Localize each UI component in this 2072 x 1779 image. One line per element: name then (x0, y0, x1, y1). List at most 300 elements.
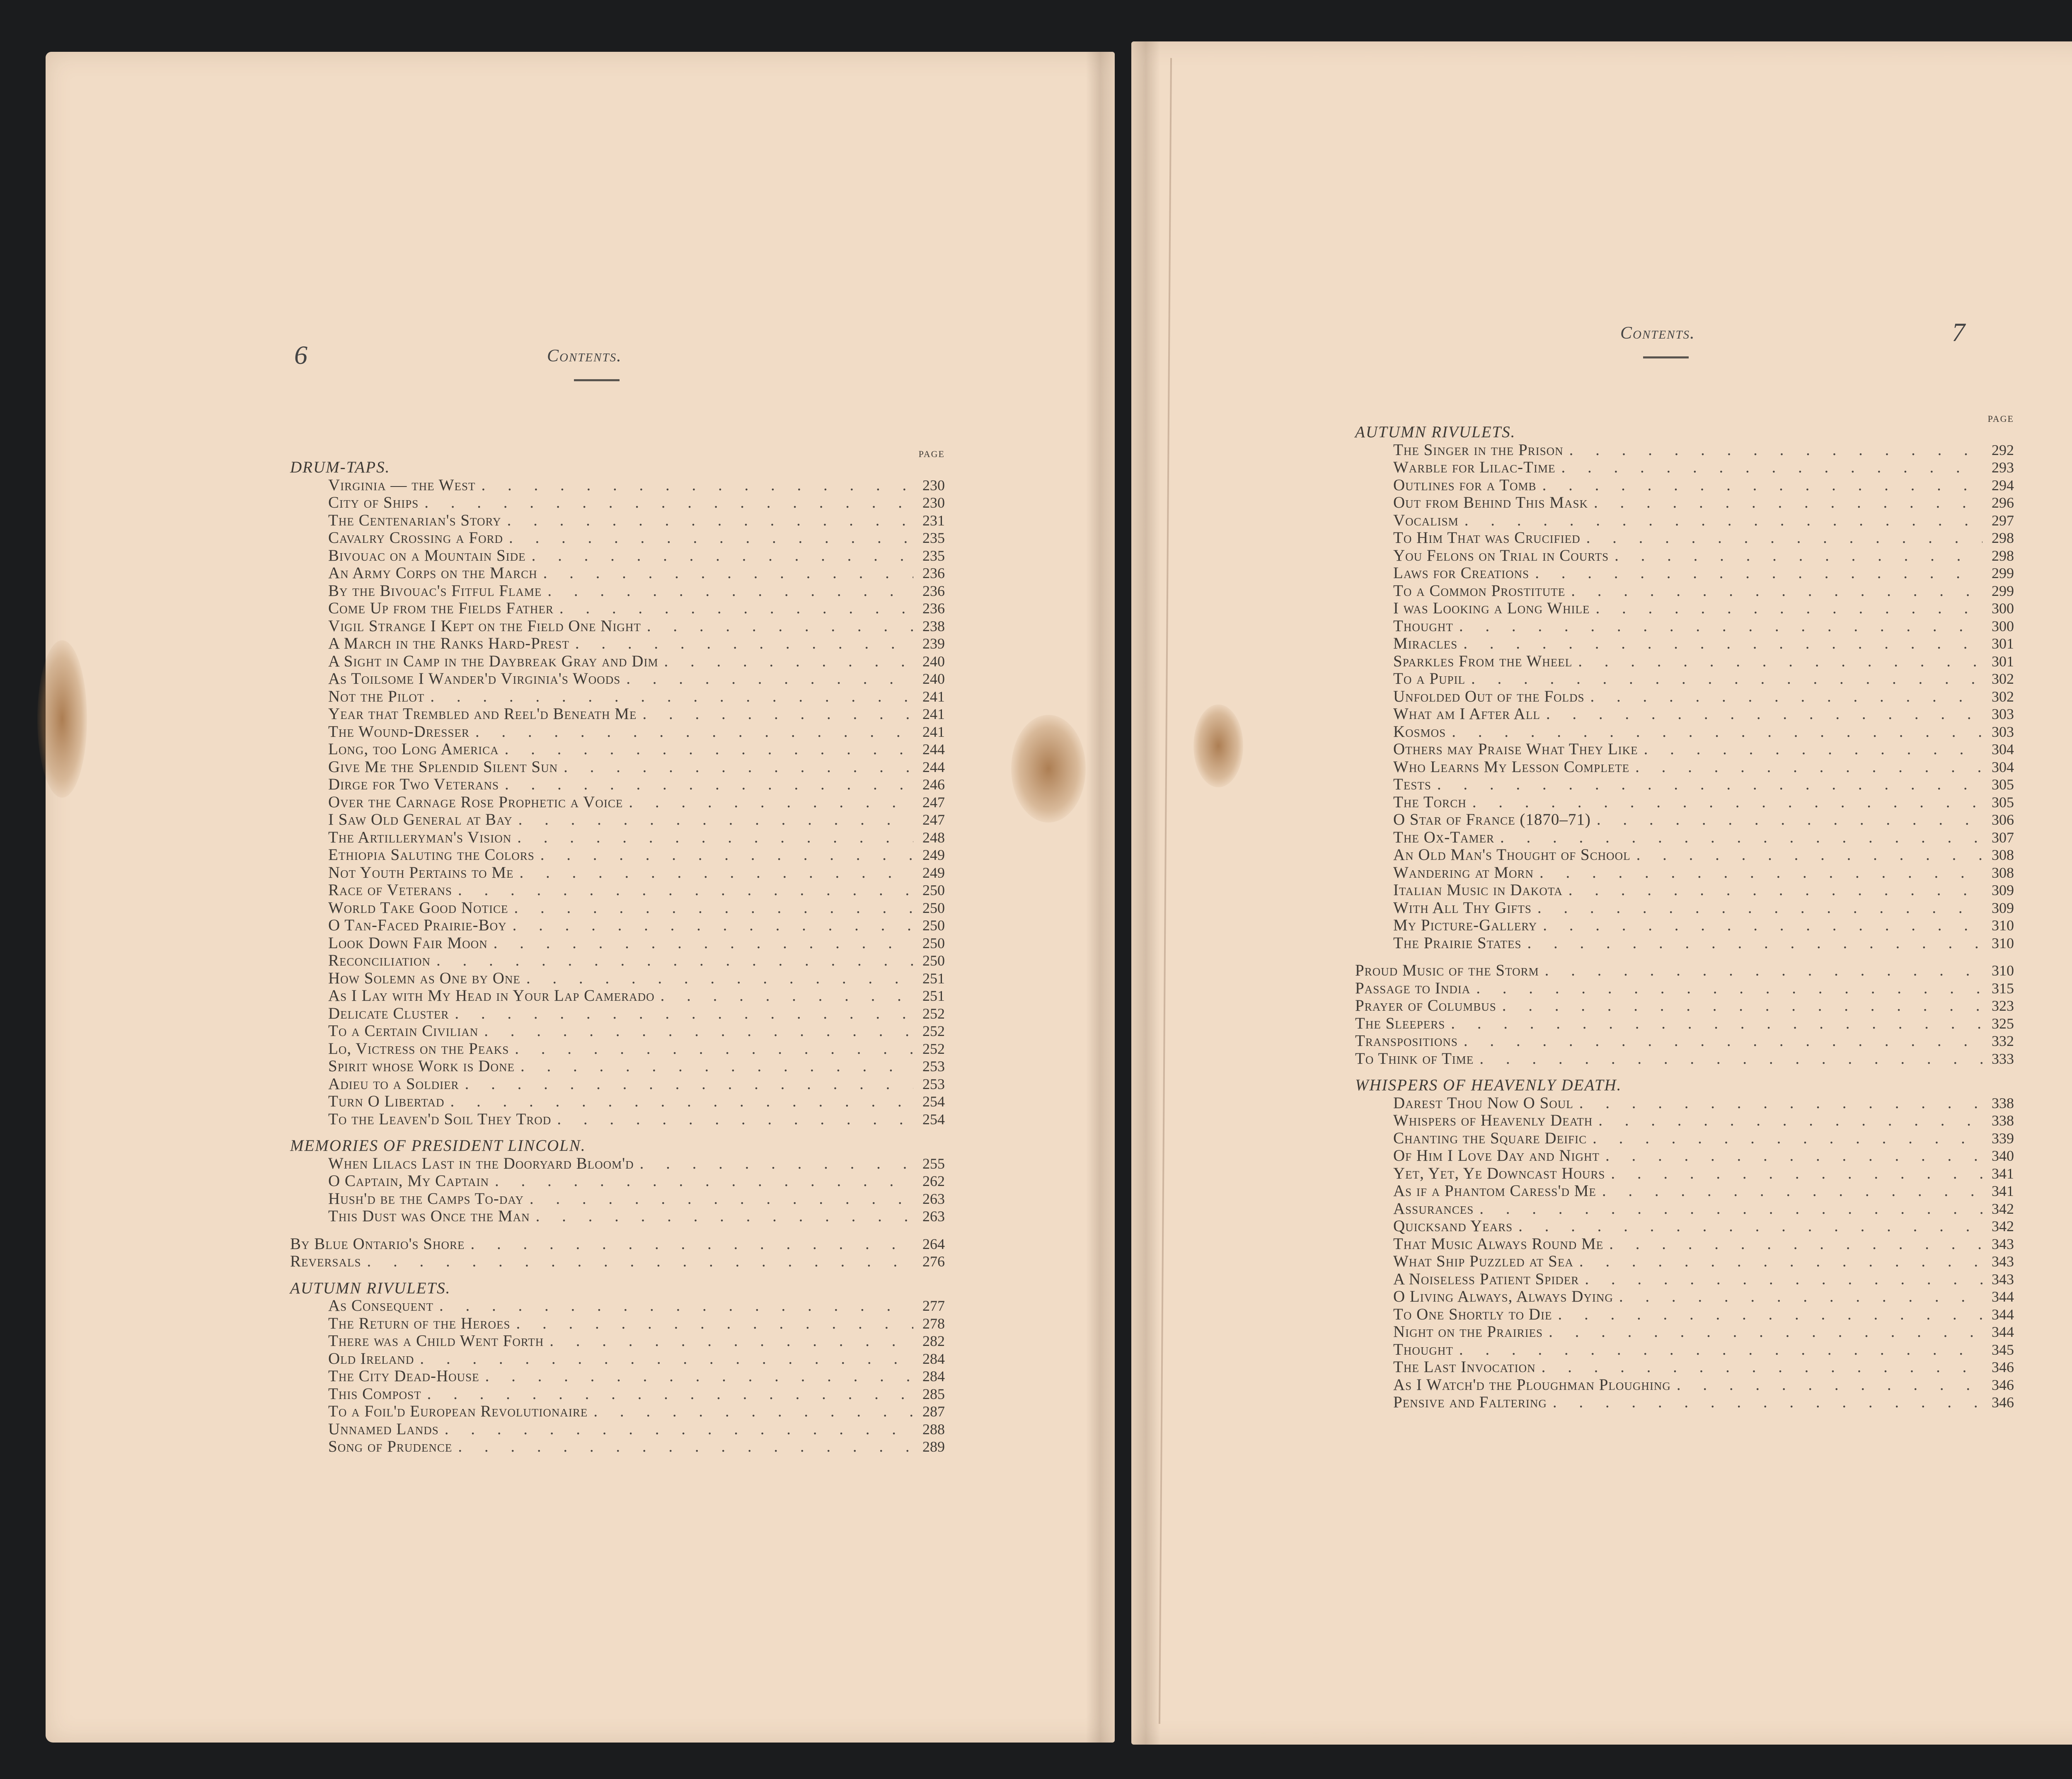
dot-leader (664, 653, 913, 670)
entry-page-number: 251 (922, 970, 945, 987)
dot-leader (1558, 1306, 1982, 1324)
entry-page-number: 339 (1992, 1130, 2014, 1147)
toc-entry (1355, 846, 2014, 864)
toc-entry (290, 758, 945, 776)
entry-title: The Prairie States (1393, 934, 1522, 952)
toc-entry (290, 1005, 945, 1023)
entry-title: Darest Thou Now O Soul (1393, 1094, 1573, 1112)
entry-page-number: 240 (922, 670, 945, 687)
standalone-entries (290, 1235, 945, 1271)
entry-page-number: 252 (922, 1005, 945, 1022)
entry-page-number: 241 (922, 706, 945, 722)
section-title: AUTUMN RIVULETS. (1355, 423, 1516, 441)
dot-leader (424, 494, 913, 512)
toc-entry (290, 970, 945, 988)
dot-leader (1542, 477, 1982, 494)
dot-leader (507, 512, 913, 530)
entry-page-number: 309 (1992, 899, 2014, 916)
dot-leader (1593, 1130, 1982, 1147)
entry-page-number: 346 (1992, 1359, 2014, 1375)
section-entries (1355, 1094, 2014, 1411)
entry-title: Whispers of Heavenly Death (1393, 1111, 1593, 1129)
toc-entry (1355, 600, 2014, 617)
toc-entry (290, 864, 945, 882)
dot-leader (1500, 829, 1982, 847)
entry-title: Sparkles From the Wheel (1393, 652, 1573, 670)
dot-leader (629, 794, 913, 811)
entry-page-number: 239 (922, 635, 945, 652)
dot-leader (1545, 962, 1982, 980)
section-title: DRUM-TAPS. (290, 458, 390, 476)
entry-page-number: 343 (1992, 1235, 2014, 1252)
dot-leader (515, 1040, 913, 1058)
toc-entry (290, 723, 945, 741)
dot-leader (445, 1421, 913, 1438)
entry-title: Miracles (1393, 634, 1458, 652)
entry-page-number: 332 (1992, 1033, 2014, 1049)
entry-title: Warble for Lilac-Time (1393, 458, 1556, 476)
entry-title: Over the Carnage Rose Prophetic a Voice (328, 793, 623, 811)
entry-page-number: 338 (1992, 1112, 2014, 1129)
toc-entry (290, 653, 945, 670)
entry-title: To One Shortly to Die (1393, 1305, 1552, 1323)
section-entries (1355, 441, 2014, 952)
toc-entry (1355, 997, 2014, 1015)
dot-leader (1543, 917, 1982, 934)
entry-page-number: 254 (922, 1111, 945, 1128)
toc-entry (290, 1190, 945, 1208)
entry-page-number: 310 (1992, 917, 2014, 934)
dot-leader (1595, 600, 1982, 617)
entry-page-number: 297 (1992, 512, 2014, 529)
dot-leader (564, 758, 913, 776)
toc-entry (290, 1075, 945, 1093)
entry-page-number: 305 (1992, 794, 2014, 811)
entry-page-number: 301 (1992, 653, 2014, 670)
dot-leader (1535, 564, 1982, 582)
toc-entry (290, 600, 945, 617)
dot-leader (1611, 1165, 1982, 1183)
toc-entry (1355, 547, 2014, 565)
entry-page-number: 333 (1992, 1050, 2014, 1067)
toc-entry (1355, 741, 2014, 758)
entry-page-number: 244 (922, 741, 945, 758)
dot-leader (526, 970, 913, 988)
toc-entry (290, 1111, 945, 1128)
entry-title: Lo, Victress on the Peaks (328, 1039, 509, 1058)
toc-entry (1355, 459, 2014, 477)
entry-page-number: 298 (1992, 530, 2014, 546)
entry-page-number: 246 (922, 776, 945, 793)
dot-leader (1546, 705, 1982, 723)
toc-entry (1355, 1182, 2014, 1200)
toc-entry (290, 1385, 945, 1403)
entry-title: Reconciliation (328, 951, 431, 969)
entry-title: Quicksand Years (1393, 1217, 1513, 1235)
entry-page-number: 346 (1992, 1394, 2014, 1411)
dot-leader (475, 723, 913, 741)
entry-page-number: 284 (922, 1350, 945, 1367)
entry-title: City of Ships (328, 494, 419, 511)
entry-page-number: 241 (922, 723, 945, 740)
dot-leader (458, 1438, 913, 1456)
right-page (1131, 41, 2072, 1745)
entry-title: Virginia — the West (328, 476, 476, 494)
running-head: Contents. (1620, 324, 1695, 343)
dot-leader (1476, 980, 1982, 997)
entry-page-number: 240 (922, 653, 945, 670)
entry-title: As if a Phantom Caress'd Me (1393, 1182, 1596, 1200)
dot-leader (593, 1403, 913, 1421)
toc-entry (1355, 441, 2014, 459)
dot-leader (540, 846, 913, 864)
entry-title: O Living Always, Always Dying (1393, 1288, 1613, 1305)
dot-leader (1594, 494, 1982, 512)
entry-page-number: 308 (1992, 847, 2014, 863)
dot-leader (1609, 1235, 1982, 1253)
entry-page-number: 250 (922, 917, 945, 934)
entry-page-number: 299 (1992, 565, 2014, 581)
entry-page-number: 296 (1992, 494, 2014, 511)
dot-leader (1472, 794, 1982, 811)
entry-page-number: 341 (1992, 1183, 2014, 1199)
entry-page-number: 263 (922, 1208, 945, 1225)
toc-entry (290, 617, 945, 635)
entry-page-number: 241 (922, 688, 945, 705)
page-fold-line (1159, 58, 1172, 1724)
toc-entry (290, 829, 945, 847)
entry-title: The City Dead-House (328, 1367, 479, 1385)
toc-entry (290, 811, 945, 829)
entry-title: Of Him I Love Day and Night (1393, 1147, 1600, 1164)
stain-left-edge (37, 640, 87, 798)
dot-leader (367, 1253, 913, 1271)
dot-leader (557, 1111, 913, 1128)
entry-title: To a Common Prostitute (1393, 581, 1566, 600)
entry-title: World Take Good Notice (328, 898, 508, 917)
entry-title: The Wound-Dresser (328, 722, 470, 741)
toc-entry (290, 477, 945, 494)
toc-entry (1355, 1050, 2014, 1068)
dot-leader (1537, 899, 1982, 917)
entry-page-number: 250 (922, 952, 945, 969)
dot-leader (575, 635, 913, 653)
dot-leader (505, 776, 913, 794)
entry-title: How Solemn as One by One (328, 969, 520, 987)
entry-page-number: 344 (1992, 1324, 2014, 1340)
entry-title: Reversals (290, 1252, 361, 1270)
toc-entry (290, 1022, 945, 1040)
toc-entry (290, 1235, 945, 1253)
dot-leader (1579, 1094, 1982, 1112)
entry-page-number: 308 (1992, 864, 2014, 881)
entry-page-number: 344 (1992, 1288, 2014, 1305)
entry-title: The Artilleryman's Vision (328, 828, 512, 846)
toc-entry (1355, 653, 2014, 670)
entry-title: Vigil Strange I Kept on the Field One Night (328, 617, 641, 635)
dot-leader (519, 864, 913, 882)
toc-entry (1355, 670, 2014, 688)
toc-entry (1355, 1130, 2014, 1147)
dot-leader (494, 934, 913, 952)
dot-leader (1459, 617, 1982, 635)
entry-page-number: 252 (922, 1040, 945, 1057)
entry-page-number: 236 (922, 565, 945, 581)
entry-page-number: 294 (1992, 477, 2014, 494)
running-head: Contents. (547, 346, 622, 365)
entry-title: Look Down Fair Moon (328, 934, 488, 952)
entry-page-number: 264 (922, 1235, 945, 1252)
entry-page-number: 346 (1992, 1376, 2014, 1393)
toc-entry (1355, 1271, 2014, 1288)
left-page (46, 52, 1115, 1743)
entry-page-number: 343 (1992, 1271, 2014, 1288)
entry-page-number: 342 (1992, 1200, 2014, 1217)
dot-leader (1590, 688, 1982, 706)
dot-leader (520, 1058, 913, 1075)
toc-entry (1355, 864, 2014, 882)
toc-entry (1355, 1341, 2014, 1359)
toc-entry (290, 987, 945, 1005)
entry-page-number: 250 (922, 934, 945, 951)
entry-page-number: 276 (922, 1253, 945, 1270)
toc-entry (290, 1350, 945, 1368)
entry-page-number: 338 (1992, 1094, 2014, 1111)
entry-page-number: 341 (1992, 1165, 2014, 1182)
dot-leader (1553, 1394, 1982, 1411)
entry-title: Come Up from the Fields Father (328, 599, 554, 617)
toc-entry (1355, 705, 2014, 723)
gutter-shadow (1086, 52, 1115, 1743)
dot-leader (1464, 512, 1982, 530)
toc-entry (290, 917, 945, 934)
toc-entry (290, 547, 945, 565)
toc-entry (1355, 1253, 2014, 1271)
head-rule (1643, 356, 1689, 358)
toc-entry (1355, 512, 2014, 530)
entry-title: A March in the Ranks Hard-Prest (328, 634, 569, 652)
toc-entry (290, 1438, 945, 1456)
toc-entry (1355, 829, 2014, 847)
toc-entry (1355, 811, 2014, 829)
toc-entry (290, 688, 945, 706)
entry-title: A Noiseless Patient Spider (1393, 1270, 1579, 1288)
dot-leader (517, 829, 913, 847)
entry-title: To a Certain Civilian (328, 1022, 479, 1040)
dot-leader (1597, 811, 1982, 829)
dot-leader (1569, 441, 1982, 459)
dot-leader (1585, 1271, 1982, 1288)
section-entries (290, 477, 945, 1128)
entry-page-number: 293 (1992, 459, 2014, 476)
dot-leader (640, 1155, 913, 1173)
dot-leader (1539, 864, 1982, 882)
entry-title: When Lilacs Last in the Dooryard Bloom'd (328, 1154, 634, 1172)
toc-entry (1355, 1235, 2014, 1253)
entry-title: The Return of the Heroes (328, 1314, 511, 1332)
entry-page-number: 278 (922, 1315, 945, 1332)
toc-entry (1355, 881, 2014, 899)
entry-page-number: 247 (922, 794, 945, 811)
entry-page-number: 250 (922, 882, 945, 898)
dot-leader (1598, 1112, 1982, 1130)
entry-title: Old Ireland (328, 1349, 414, 1368)
dot-leader (1471, 670, 1982, 688)
entry-page-number: 315 (1992, 980, 2014, 997)
entry-title: There was a Child Went Forth (328, 1332, 544, 1350)
entry-page-number: 288 (922, 1421, 945, 1438)
entry-title: Year that Trembled and Reel'd Beneath Me (328, 705, 637, 723)
toc-entry (1355, 1217, 2014, 1235)
entry-page-number: 248 (922, 829, 945, 846)
entry-title: What am I After All (1393, 705, 1540, 723)
dot-leader (532, 547, 913, 565)
toc-entry (1355, 980, 2014, 997)
entry-title: Yet, Yet, Ye Downcast Hours (1393, 1164, 1605, 1182)
entry-title: To a Foil'd European Revolutionaire (328, 1402, 588, 1420)
toc-entry (290, 934, 945, 952)
entry-title: Unfolded Out of the Folds (1393, 687, 1585, 705)
page-number: 7 (1952, 317, 1965, 347)
toc-entry (1355, 582, 2014, 600)
entry-page-number: 303 (1992, 723, 2014, 740)
entry-title: To the Leaven'd Soil They Trod (328, 1110, 552, 1128)
entry-page-number: 302 (1992, 670, 2014, 687)
head-rule (574, 379, 620, 381)
dot-leader (458, 881, 913, 899)
entry-title: Ethiopia Saluting the Colors (328, 846, 535, 864)
entry-page-number: 255 (922, 1155, 945, 1172)
entry-title: Passage to India (1355, 979, 1471, 997)
entry-page-number: 292 (1992, 441, 2014, 458)
dot-leader (559, 600, 913, 617)
dot-leader (1605, 1147, 1982, 1165)
dot-leader (1586, 529, 1982, 547)
dot-leader (450, 1093, 913, 1111)
entry-page-number: 303 (1992, 706, 2014, 722)
entry-title: As I Watch'd the Ploughman Ploughing (1393, 1375, 1671, 1394)
entry-title: Thought (1393, 1340, 1453, 1358)
page-column-label: PAGE (1987, 414, 2014, 424)
entry-title: What Ship Puzzled at Sea (1393, 1252, 1573, 1270)
toc-entry (1355, 1200, 2014, 1218)
toc-entry (1355, 494, 2014, 512)
dot-leader (484, 1022, 913, 1040)
toc-entry (1355, 1358, 2014, 1376)
entry-title: Prayer of Columbus (1355, 997, 1496, 1014)
dot-leader (1561, 459, 1982, 477)
toc-entry (1355, 794, 2014, 811)
toc-entry (1355, 934, 2014, 952)
toc-entry (1355, 564, 2014, 582)
entry-title: Proud Music of the Storm (1355, 961, 1539, 979)
dot-leader (1602, 1182, 1982, 1200)
dot-leader (518, 811, 913, 829)
toc-entry (1355, 529, 2014, 547)
dot-leader (1636, 846, 1982, 864)
dot-leader (465, 1075, 913, 1093)
entry-title: The Sleepers (1355, 1014, 1445, 1032)
entry-page-number: 236 (922, 582, 945, 599)
entry-page-number: 253 (922, 1075, 945, 1092)
toc-entry (1355, 1015, 2014, 1033)
entry-title: Hush'd be the Camps To-day (328, 1189, 524, 1208)
toc-entry (290, 1058, 945, 1075)
toc-entry (1355, 688, 2014, 706)
toc-entry (290, 1421, 945, 1438)
entry-page-number: 231 (922, 512, 945, 529)
entry-page-number: 304 (1992, 758, 2014, 775)
entry-page-number: 254 (922, 1093, 945, 1110)
entry-page-number: 285 (922, 1385, 945, 1402)
toc-entry (290, 1208, 945, 1225)
entry-title: Turn O Libertad (328, 1092, 445, 1110)
dot-leader (1571, 582, 1982, 600)
entry-page-number: 298 (1992, 547, 2014, 564)
toc-entry (1355, 917, 2014, 934)
gutter-shadow (1131, 41, 1160, 1745)
dot-leader (661, 987, 913, 1005)
stain-center (1011, 715, 1086, 823)
entry-page-number: 289 (922, 1438, 945, 1455)
entry-title: The Centenarian's Story (328, 511, 501, 529)
toc-entry (290, 952, 945, 970)
dot-leader (430, 688, 913, 706)
toc-entry (1355, 758, 2014, 776)
toc-entry (290, 1093, 945, 1111)
entry-title: Others may Praise What They Like (1393, 740, 1638, 758)
entry-title: O Star of France (1870–71) (1393, 811, 1591, 828)
toc-entry (290, 881, 945, 899)
entry-page-number: 235 (922, 530, 945, 546)
entry-page-number: 300 (1992, 600, 2014, 617)
entry-title: You Felons on Trial in Courts (1393, 546, 1609, 564)
dot-leader (1527, 934, 1982, 952)
toc-entry (290, 529, 945, 547)
entry-title: The Ox-Tamer (1393, 828, 1495, 846)
section-entries (290, 1155, 945, 1225)
entry-title: Out from Behind This Mask (1393, 494, 1588, 511)
entry-page-number: 253 (922, 1058, 945, 1075)
toc-column (1355, 414, 2014, 1411)
entry-page-number: 307 (1992, 829, 2014, 846)
entry-page-number: 300 (1992, 617, 2014, 634)
toc-entry (1355, 1288, 2014, 1306)
toc-entry (290, 741, 945, 758)
toc-entry (1355, 1032, 2014, 1050)
entry-title: Kosmos (1393, 722, 1446, 741)
toc-entry (290, 794, 945, 811)
toc-entry (290, 564, 945, 582)
entry-title: Give Me the Splendid Silent Sun (328, 758, 558, 776)
dot-leader (1479, 1050, 1982, 1068)
dot-leader (543, 564, 913, 582)
section-title: WHISPERS OF HEAVENLY DEATH. (1355, 1076, 1622, 1094)
toc-entry (1355, 1306, 2014, 1324)
entry-title: Who Learns My Lesson Complete (1393, 758, 1630, 776)
toc-entry (290, 494, 945, 512)
entry-title: Not Youth Pertains to Me (328, 863, 514, 881)
entry-title: Adieu to a Soldier (328, 1075, 459, 1093)
entry-page-number: 340 (1992, 1147, 2014, 1164)
toc-entry (1355, 1376, 2014, 1394)
entry-title: Dirge for Two Veterans (328, 775, 499, 793)
entry-page-number: 249 (922, 864, 945, 881)
section-entries (290, 1297, 945, 1456)
toc-entry (290, 705, 945, 723)
toc-entry (290, 1253, 945, 1271)
entry-title: To Think of Time (1355, 1049, 1474, 1067)
